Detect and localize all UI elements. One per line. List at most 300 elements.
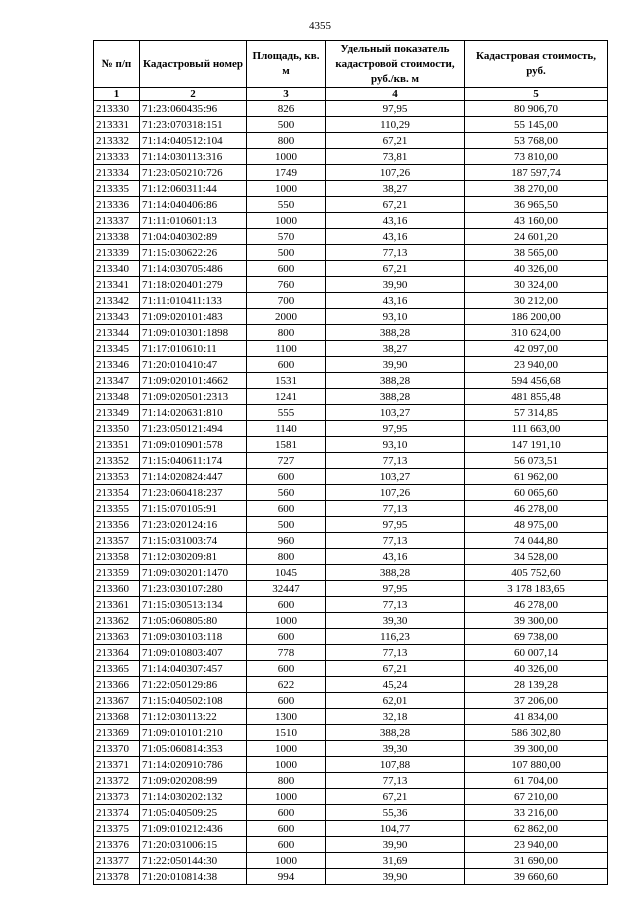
- area-cell: 500: [247, 245, 326, 261]
- area-cell: 600: [247, 261, 326, 277]
- table-row: [94, 789, 608, 805]
- unit-value-cell: 39,90: [326, 837, 465, 853]
- table-row: [94, 261, 608, 277]
- unit-value-cell: 104,77: [326, 821, 465, 837]
- column-number: 4: [326, 88, 465, 101]
- area-cell: 800: [247, 325, 326, 341]
- row-number-cell: 213362: [94, 613, 140, 629]
- unit-value-cell: 43,16: [326, 229, 465, 245]
- row-number-cell: 213353: [94, 469, 140, 485]
- cadastral-value-cell: 37 206,00: [465, 693, 608, 709]
- row-number-cell: 213372: [94, 773, 140, 789]
- area-cell: 600: [247, 693, 326, 709]
- cadastral-value-cell: 405 752,60: [465, 565, 608, 581]
- cadastral-number-cell: 71:17:010610:11: [140, 341, 247, 357]
- page-number: 4355: [309, 20, 331, 32]
- area-cell: 826: [247, 101, 326, 117]
- cadastral-value-cell: 46 278,00: [465, 501, 608, 517]
- row-number-cell: 213333: [94, 149, 140, 165]
- unit-value-cell: 107,26: [326, 485, 465, 501]
- row-number-cell: 213376: [94, 837, 140, 853]
- cadastral-number-cell: 71:11:010411:133: [140, 293, 247, 309]
- cadastral-value-cell: 53 768,00: [465, 133, 608, 149]
- unit-value-cell: 116,23: [326, 629, 465, 645]
- area-cell: 1749: [247, 165, 326, 181]
- cadastral-number-cell: 71:15:031003:74: [140, 533, 247, 549]
- cadastral-value-cell: 28 139,28: [465, 677, 608, 693]
- column-number: 1: [94, 88, 140, 101]
- cadastral-value-cell: 39 300,00: [465, 613, 608, 629]
- row-number-cell: 213344: [94, 325, 140, 341]
- table-row: [94, 453, 608, 469]
- area-cell: 600: [247, 821, 326, 837]
- unit-value-cell: 43,16: [326, 293, 465, 309]
- unit-value-cell: 388,28: [326, 325, 465, 341]
- area-cell: 560: [247, 485, 326, 501]
- area-cell: 500: [247, 517, 326, 533]
- cadastral-value-cell: 33 216,00: [465, 805, 608, 821]
- area-cell: 600: [247, 597, 326, 613]
- cadastral-number-cell: 71:23:050121:494: [140, 421, 247, 437]
- table-row: [94, 677, 608, 693]
- cadastral-value-cell: 73 810,00: [465, 149, 608, 165]
- unit-value-cell: 77,13: [326, 501, 465, 517]
- cadastral-value-cell: 40 326,00: [465, 661, 608, 677]
- cadastral-value-cell: 30 324,00: [465, 277, 608, 293]
- cadastral-number-cell: 71:15:040611:174: [140, 453, 247, 469]
- cadastral-value-cell: 3 178 183,65: [465, 581, 608, 597]
- table-row: [94, 437, 608, 453]
- row-number-cell: 213339: [94, 245, 140, 261]
- cadastral-value-cell: 56 073,51: [465, 453, 608, 469]
- cadastral-value-table: [93, 40, 608, 885]
- area-cell: 727: [247, 453, 326, 469]
- row-number-cell: 213364: [94, 645, 140, 661]
- cadastral-value-cell: 42 097,00: [465, 341, 608, 357]
- cadastral-number-cell: 71:14:020631:810: [140, 405, 247, 421]
- table-row: [94, 533, 608, 549]
- table-row: [94, 405, 608, 421]
- area-cell: 760: [247, 277, 326, 293]
- cadastral-number-cell: 71:14:040307:457: [140, 661, 247, 677]
- cadastral-number-cell: 71:14:040406:86: [140, 197, 247, 213]
- cadastral-value-cell: 60 065,60: [465, 485, 608, 501]
- row-number-cell: 213375: [94, 821, 140, 837]
- unit-value-cell: 67,21: [326, 789, 465, 805]
- area-cell: 600: [247, 837, 326, 853]
- area-cell: 600: [247, 629, 326, 645]
- cadastral-number-cell: 71:14:030705:486: [140, 261, 247, 277]
- cadastral-number-cell: 71:14:030113:316: [140, 149, 247, 165]
- area-cell: 1000: [247, 789, 326, 805]
- area-cell: 800: [247, 549, 326, 565]
- cadastral-number-cell: 71:20:031006:15: [140, 837, 247, 853]
- unit-value-cell: 38,27: [326, 181, 465, 197]
- row-number-cell: 213369: [94, 725, 140, 741]
- cadastral-value-cell: 57 314,85: [465, 405, 608, 421]
- header-row-number: № п/п: [94, 41, 140, 88]
- row-number-cell: 213334: [94, 165, 140, 181]
- header-cadastral-number: Кадастровый номер: [140, 41, 247, 88]
- cadastral-number-cell: 71:23:070318:151: [140, 117, 247, 133]
- unit-value-cell: 67,21: [326, 197, 465, 213]
- cadastral-value-cell: 55 145,00: [465, 117, 608, 133]
- cadastral-value-cell: 36 965,50: [465, 197, 608, 213]
- cadastral-value-cell: 34 528,00: [465, 549, 608, 565]
- cadastral-value-cell: 40 326,00: [465, 261, 608, 277]
- table-row: [94, 245, 608, 261]
- unit-value-cell: 388,28: [326, 565, 465, 581]
- cadastral-value-cell: 310 624,00: [465, 325, 608, 341]
- cadastral-number-cell: 71:20:010814:38: [140, 869, 247, 885]
- area-cell: 600: [247, 357, 326, 373]
- table-row: [94, 757, 608, 773]
- unit-value-cell: 103,27: [326, 405, 465, 421]
- cadastral-value-cell: 31 690,00: [465, 853, 608, 869]
- unit-value-cell: 77,13: [326, 645, 465, 661]
- row-number-cell: 213345: [94, 341, 140, 357]
- cadastral-value-cell: 187 597,74: [465, 165, 608, 181]
- unit-value-cell: 77,13: [326, 533, 465, 549]
- area-cell: 622: [247, 677, 326, 693]
- area-cell: 1000: [247, 613, 326, 629]
- area-cell: 1100: [247, 341, 326, 357]
- table-row: [94, 805, 608, 821]
- area-cell: 2000: [247, 309, 326, 325]
- table-row: [94, 373, 608, 389]
- table-row: [94, 229, 608, 245]
- table-row: [94, 213, 608, 229]
- row-number-cell: 213363: [94, 629, 140, 645]
- cadastral-number-cell: 71:14:030202:132: [140, 789, 247, 805]
- cadastral-value-cell: 481 855,48: [465, 389, 608, 405]
- unit-value-cell: 77,13: [326, 453, 465, 469]
- unit-value-cell: 73,81: [326, 149, 465, 165]
- table-row: [94, 837, 608, 853]
- cadastral-value-cell: 74 044,80: [465, 533, 608, 549]
- table-row: [94, 581, 608, 597]
- row-number-cell: 213347: [94, 373, 140, 389]
- cadastral-number-cell: 71:23:050210:726: [140, 165, 247, 181]
- unit-value-cell: 67,21: [326, 133, 465, 149]
- table-row: [94, 517, 608, 533]
- table-row: [94, 613, 608, 629]
- row-number-cell: 213332: [94, 133, 140, 149]
- row-number-cell: 213378: [94, 869, 140, 885]
- cadastral-value-cell: 186 200,00: [465, 309, 608, 325]
- cadastral-number-cell: 71:22:050129:86: [140, 677, 247, 693]
- area-cell: 1000: [247, 741, 326, 757]
- row-number-cell: 213341: [94, 277, 140, 293]
- unit-value-cell: 107,88: [326, 757, 465, 773]
- column-number-row: [94, 88, 608, 101]
- row-number-cell: 213343: [94, 309, 140, 325]
- unit-value-cell: 77,13: [326, 773, 465, 789]
- table-row: [94, 341, 608, 357]
- area-cell: 500: [247, 117, 326, 133]
- area-cell: 1045: [247, 565, 326, 581]
- area-cell: 1581: [247, 437, 326, 453]
- cadastral-number-cell: 71:23:020124:16: [140, 517, 247, 533]
- cadastral-number-cell: 71:18:020401:279: [140, 277, 247, 293]
- table-row: [94, 133, 608, 149]
- table-row: [94, 629, 608, 645]
- unit-value-cell: 32,18: [326, 709, 465, 725]
- unit-value-cell: 388,28: [326, 373, 465, 389]
- table-row: [94, 549, 608, 565]
- area-cell: 1300: [247, 709, 326, 725]
- cadastral-number-cell: 71:09:020101:483: [140, 309, 247, 325]
- cadastral-value-cell: 586 302,80: [465, 725, 608, 741]
- header-cadastral-value: Кадастровая стоимость, руб.: [465, 41, 608, 88]
- table-row: [94, 709, 608, 725]
- header-row: [94, 41, 608, 88]
- row-number-cell: 213337: [94, 213, 140, 229]
- cadastral-number-cell: 71:09:020501:2313: [140, 389, 247, 405]
- row-number-cell: 213330: [94, 101, 140, 117]
- unit-value-cell: 43,16: [326, 213, 465, 229]
- area-cell: 1000: [247, 213, 326, 229]
- cadastral-number-cell: 71:09:010803:407: [140, 645, 247, 661]
- area-cell: 1241: [247, 389, 326, 405]
- cadastral-value-cell: 111 663,00: [465, 421, 608, 437]
- cadastral-value-cell: 39 300,00: [465, 741, 608, 757]
- cadastral-number-cell: 71:05:060805:80: [140, 613, 247, 629]
- cadastral-number-cell: 71:09:010101:210: [140, 725, 247, 741]
- cadastral-value-cell: 24 601,20: [465, 229, 608, 245]
- row-number-cell: 213352: [94, 453, 140, 469]
- table-row: [94, 821, 608, 837]
- row-number-cell: 213368: [94, 709, 140, 725]
- table-row: [94, 741, 608, 757]
- unit-value-cell: 62,01: [326, 693, 465, 709]
- unit-value-cell: 97,95: [326, 517, 465, 533]
- area-cell: 800: [247, 773, 326, 789]
- table-row: [94, 277, 608, 293]
- area-cell: 1000: [247, 181, 326, 197]
- row-number-cell: 213354: [94, 485, 140, 501]
- cadastral-value-cell: 39 660,60: [465, 869, 608, 885]
- unit-value-cell: 107,26: [326, 165, 465, 181]
- unit-value-cell: 97,95: [326, 101, 465, 117]
- cadastral-number-cell: 71:05:040509:25: [140, 805, 247, 821]
- cadastral-number-cell: 71:14:040512:104: [140, 133, 247, 149]
- table-row: [94, 773, 608, 789]
- area-cell: 994: [247, 869, 326, 885]
- row-number-cell: 213360: [94, 581, 140, 597]
- unit-value-cell: 97,95: [326, 581, 465, 597]
- area-cell: 800: [247, 133, 326, 149]
- cadastral-number-cell: 71:23:060435:96: [140, 101, 247, 117]
- area-cell: 1140: [247, 421, 326, 437]
- cadastral-value-cell: 61 962,00: [465, 469, 608, 485]
- column-number: 3: [247, 88, 326, 101]
- table-row: [94, 597, 608, 613]
- cadastral-number-cell: 71:15:030622:26: [140, 245, 247, 261]
- table-row: [94, 869, 608, 885]
- table-row: [94, 501, 608, 517]
- cadastral-value-cell: 43 160,00: [465, 213, 608, 229]
- unit-value-cell: 110,29: [326, 117, 465, 133]
- column-number: 5: [465, 88, 608, 101]
- cadastral-number-cell: 71:14:020824:447: [140, 469, 247, 485]
- unit-value-cell: 43,16: [326, 549, 465, 565]
- row-number-cell: 213373: [94, 789, 140, 805]
- row-number-cell: 213331: [94, 117, 140, 133]
- row-number-cell: 213348: [94, 389, 140, 405]
- unit-value-cell: 39,30: [326, 613, 465, 629]
- table-row: [94, 485, 608, 501]
- row-number-cell: 213349: [94, 405, 140, 421]
- unit-value-cell: 67,21: [326, 661, 465, 677]
- unit-value-cell: 77,13: [326, 245, 465, 261]
- cadastral-number-cell: 71:15:070105:91: [140, 501, 247, 517]
- cadastral-number-cell: 71:09:030201:1470: [140, 565, 247, 581]
- table-row: [94, 389, 608, 405]
- unit-value-cell: 388,28: [326, 389, 465, 405]
- row-number-cell: 213342: [94, 293, 140, 309]
- cadastral-value-cell: 80 906,70: [465, 101, 608, 117]
- unit-value-cell: 93,10: [326, 309, 465, 325]
- cadastral-value-cell: 60 007,14: [465, 645, 608, 661]
- area-cell: 600: [247, 501, 326, 517]
- row-number-cell: 213346: [94, 357, 140, 373]
- unit-value-cell: 39,90: [326, 357, 465, 373]
- table-row: [94, 853, 608, 869]
- table-row: [94, 197, 608, 213]
- unit-value-cell: 45,24: [326, 677, 465, 693]
- table-row: [94, 357, 608, 373]
- header-unit-value: Удельный показатель кадастровой стоимости, руб./кв. м: [326, 41, 465, 88]
- area-cell: 32447: [247, 581, 326, 597]
- area-cell: 1531: [247, 373, 326, 389]
- area-cell: 600: [247, 469, 326, 485]
- cadastral-value-cell: 38 565,00: [465, 245, 608, 261]
- cadastral-number-cell: 71:09:020208:99: [140, 773, 247, 789]
- unit-value-cell: 93,10: [326, 437, 465, 453]
- cadastral-number-cell: 71:09:020101:4662: [140, 373, 247, 389]
- cadastral-value-cell: 69 738,00: [465, 629, 608, 645]
- unit-value-cell: 39,90: [326, 869, 465, 885]
- header-area: Площадь, кв. м: [247, 41, 326, 88]
- table-row: [94, 661, 608, 677]
- cadastral-number-cell: 71:23:060418:237: [140, 485, 247, 501]
- area-cell: 600: [247, 661, 326, 677]
- cadastral-number-cell: 71:20:010410:47: [140, 357, 247, 373]
- cadastral-value-cell: 46 278,00: [465, 597, 608, 613]
- cadastral-number-cell: 71:09:010901:578: [140, 437, 247, 453]
- row-number-cell: 213377: [94, 853, 140, 869]
- row-number-cell: 213357: [94, 533, 140, 549]
- row-number-cell: 213338: [94, 229, 140, 245]
- table-row: [94, 325, 608, 341]
- table-row: [94, 309, 608, 325]
- unit-value-cell: 31,69: [326, 853, 465, 869]
- cadastral-number-cell: 71:15:040502:108: [140, 693, 247, 709]
- row-number-cell: 213367: [94, 693, 140, 709]
- cadastral-number-cell: 71:12:030113:22: [140, 709, 247, 725]
- cadastral-value-cell: 48 975,00: [465, 517, 608, 533]
- row-number-cell: 213374: [94, 805, 140, 821]
- row-number-cell: 213365: [94, 661, 140, 677]
- table-row: [94, 149, 608, 165]
- cadastral-value-cell: 61 704,00: [465, 773, 608, 789]
- row-number-cell: 213336: [94, 197, 140, 213]
- cadastral-number-cell: 71:23:030107:280: [140, 581, 247, 597]
- cadastral-number-cell: 71:12:030209:81: [140, 549, 247, 565]
- table-row: [94, 565, 608, 581]
- area-cell: 600: [247, 805, 326, 821]
- unit-value-cell: 67,21: [326, 261, 465, 277]
- table-row: [94, 725, 608, 741]
- unit-value-cell: 77,13: [326, 597, 465, 613]
- cadastral-value-cell: 62 862,00: [465, 821, 608, 837]
- cadastral-value-cell: 147 191,10: [465, 437, 608, 453]
- cadastral-number-cell: 71:09:010301:1898: [140, 325, 247, 341]
- table-row: [94, 165, 608, 181]
- unit-value-cell: 388,28: [326, 725, 465, 741]
- row-number-cell: 213340: [94, 261, 140, 277]
- row-number-cell: 213371: [94, 757, 140, 773]
- row-number-cell: 213356: [94, 517, 140, 533]
- area-cell: 555: [247, 405, 326, 421]
- table-row: [94, 693, 608, 709]
- table-row: [94, 117, 608, 133]
- row-number-cell: 213355: [94, 501, 140, 517]
- table-body: [94, 101, 608, 885]
- row-number-cell: 213359: [94, 565, 140, 581]
- area-cell: 700: [247, 293, 326, 309]
- cadastral-value-cell: 38 270,00: [465, 181, 608, 197]
- area-cell: 1000: [247, 853, 326, 869]
- unit-value-cell: 39,30: [326, 741, 465, 757]
- cadastral-number-cell: 71:22:050144:30: [140, 853, 247, 869]
- table-row: [94, 293, 608, 309]
- table-header: [94, 41, 608, 101]
- area-cell: 778: [247, 645, 326, 661]
- unit-value-cell: 97,95: [326, 421, 465, 437]
- cadastral-number-cell: 71:12:060311:44: [140, 181, 247, 197]
- unit-value-cell: 38,27: [326, 341, 465, 357]
- table-row: [94, 181, 608, 197]
- cadastral-value-cell: 23 940,00: [465, 837, 608, 853]
- cadastral-number-cell: 71:14:020910:786: [140, 757, 247, 773]
- row-number-cell: 213335: [94, 181, 140, 197]
- unit-value-cell: 39,90: [326, 277, 465, 293]
- row-number-cell: 213358: [94, 549, 140, 565]
- cadastral-number-cell: 71:04:040302:89: [140, 229, 247, 245]
- cadastral-value-cell: 30 212,00: [465, 293, 608, 309]
- row-number-cell: 213361: [94, 597, 140, 613]
- row-number-cell: 213366: [94, 677, 140, 693]
- cadastral-value-cell: 41 834,00: [465, 709, 608, 725]
- area-cell: 1000: [247, 149, 326, 165]
- cadastral-number-cell: 71:09:030103:118: [140, 629, 247, 645]
- cadastral-number-cell: 71:05:060814:353: [140, 741, 247, 757]
- table-row: [94, 645, 608, 661]
- cadastral-number-cell: 71:15:030513:134: [140, 597, 247, 613]
- table-row: [94, 469, 608, 485]
- cadastral-number-cell: 71:11:010601:13: [140, 213, 247, 229]
- row-number-cell: 213351: [94, 437, 140, 453]
- row-number-cell: 213350: [94, 421, 140, 437]
- table-row: [94, 421, 608, 437]
- area-cell: 1510: [247, 725, 326, 741]
- area-cell: 570: [247, 229, 326, 245]
- unit-value-cell: 55,36: [326, 805, 465, 821]
- column-number: 2: [140, 88, 247, 101]
- area-cell: 1000: [247, 757, 326, 773]
